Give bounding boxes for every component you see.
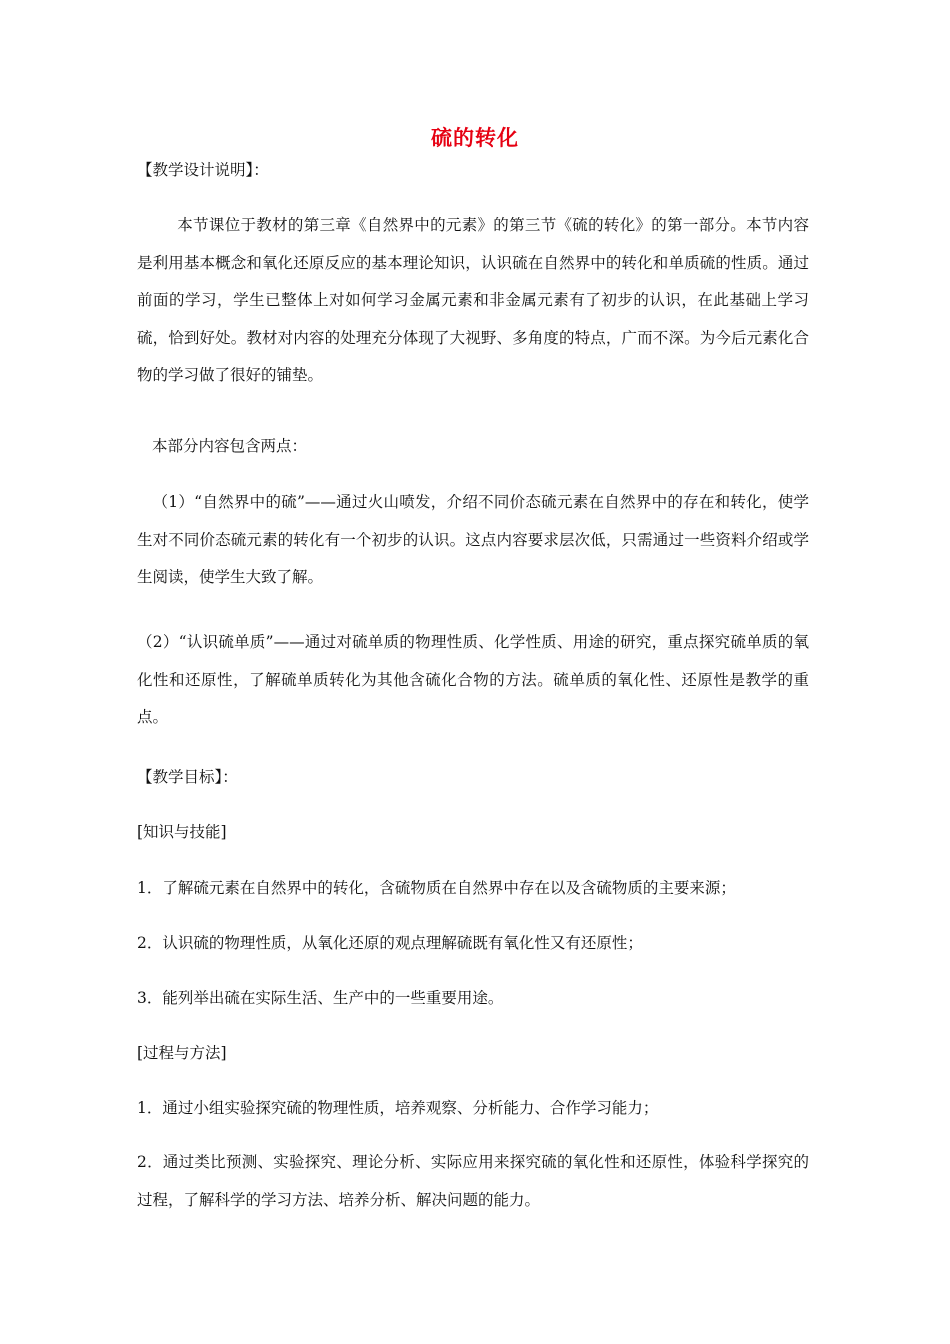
paragraph-point-2: （2）“认识硫单质”——通过对硫单质的物理性质、化学性质、用途的研究，重点探究硫单质的氧化性和还原性，了解硫单质转化为其他含硫化合物的方法。硫单质的氧化性、还原性是教学的重点。 [137, 633, 809, 726]
subheading-process-methods: [过程与方法] [137, 1044, 227, 1062]
section-heading-design: 【教学设计说明】： [137, 161, 269, 179]
paragraph-point-1: （1）“自然界中的硫”——通过火山喷发，介绍不同价态硫元素在自然界中的存在和转化，使学生对不同价态硫元素的转化有一个初步的认识。这点内容要求层次低，只需通过一些资料介绍或学生阅读，使学生大致了解。 [137, 493, 809, 586]
process-item-2: 2．通过类比预测、实验探究、理论分析、实际应用来探究硫的氧化性和还原性，体验科学探究的过程，了解科学的学习方法、培养分析、解决问题的能力。 [137, 1153, 809, 1209]
process-item-1: 1．通过小组实验探究硫的物理性质，培养观察、分析能力、合作学习能力； [137, 1099, 659, 1117]
knowledge-item-2: 2．认识硫的物理性质，从氧化还原的观点理解硫既有氧化性又有还原性； [137, 934, 643, 952]
knowledge-item-1: 1．了解硫元素在自然界中的转化，含硫物质在自然界中存在以及含硫物质的主要来源； [137, 879, 736, 897]
paragraph-content-summary: 本部分内容包含两点： [152, 437, 308, 455]
paragraph-design-overview: 本节课位于教材的第三章《自然界中的元素》的第三节《硫的转化》的第一部分。本节内容是利用基本概念和氧化还原反应的基本理论知识，认识硫在自然界中的转化和单质硫的性质。通过前面的学习，学生已整体上对如何学习金属元素和非金属元素有了初步的认识，在此基础上学习硫，恰到好处。教材对内容的处理充分体现了大视野、多角度的特点，广而不深。为今后元素化合物的学习做了很好的铺垫。 [137, 216, 809, 384]
knowledge-item-3: 3．能列举出硫在实际生活、生产中的一些重要用途。 [137, 989, 504, 1007]
section-heading-goals: 【教学目标】： [137, 768, 238, 786]
document-title: 硫的转化 [431, 126, 519, 150]
subheading-knowledge-skills: [知识与技能] [137, 823, 227, 841]
